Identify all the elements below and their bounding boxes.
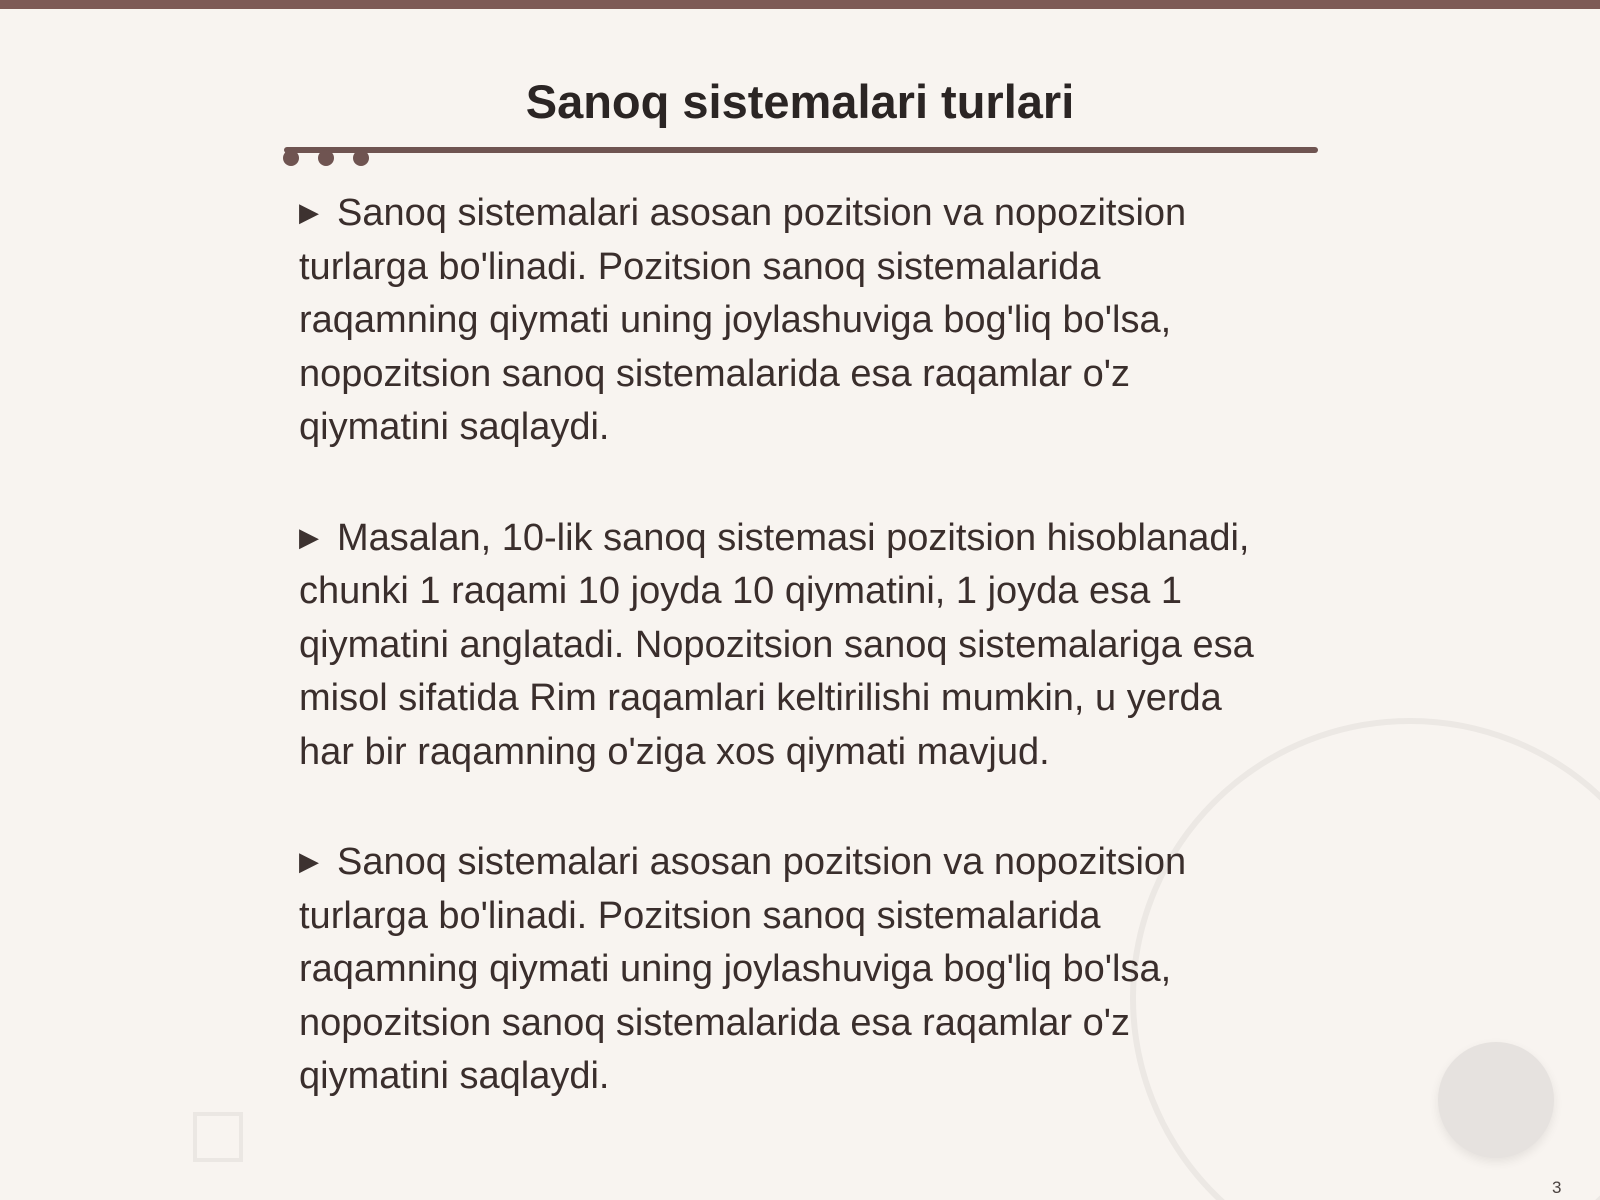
top-accent-bar	[0, 0, 1600, 9]
bullet-item	[299, 835, 1279, 1104]
bullet-item	[299, 186, 1279, 455]
decorative-square	[193, 1112, 243, 1162]
underline-dot	[318, 150, 334, 166]
bullet-text: Masalan, 10-lik sanoq sistemasi pozitsion hisoblanadi, chunki 1 raqami 10 joyda 10 qiymatini, 1 joyda esa 1 qiymatini anglatadi. Nopozitsion sanoq sistemalariga esa misol sifatida Rim raqamlari keltirilishi mumkin, u yerda har bir raqamning o'ziga xos qiymati mavjud.	[299, 516, 1254, 773]
bullet-list	[299, 186, 1279, 1160]
underline-dot	[353, 150, 369, 166]
bullet-text: Sanoq sistemalari asosan pozitsion va nopozitsion turlarga bo'linadi. Pozitsion sanoq sistemalarida raqamning qiymati uning joylashuviga bog'liq bo'lsa, nopozitsion sanoq sistemalarida esa raqamlar o'z qiymatini saqlaydi.	[299, 192, 1187, 448]
decorative-circle	[1438, 1042, 1554, 1158]
right-triangle-arrow-icon: ▶	[299, 521, 319, 552]
bullet-item	[299, 511, 1279, 780]
underline-dot	[283, 150, 299, 166]
title-underline	[284, 147, 1318, 153]
right-triangle-arrow-icon: ▶	[299, 197, 319, 227]
slide-title: Sanoq sistemalari turlari	[525, 75, 1075, 128]
right-triangle-arrow-icon: ▶	[299, 846, 319, 876]
bullet-text: Sanoq sistemalari asosan pozitsion va nopozitsion turlarga bo'linadi. Pozitsion sanoq sistemalarida raqamning qiymati uning joylashuviga bog'liq bo'lsa, nopozitsion sanoq sistemalarida esa raqamlar o'z qiymatini saqlaydi.	[299, 841, 1187, 1097]
page-number: 3	[1552, 1178, 1562, 1197]
